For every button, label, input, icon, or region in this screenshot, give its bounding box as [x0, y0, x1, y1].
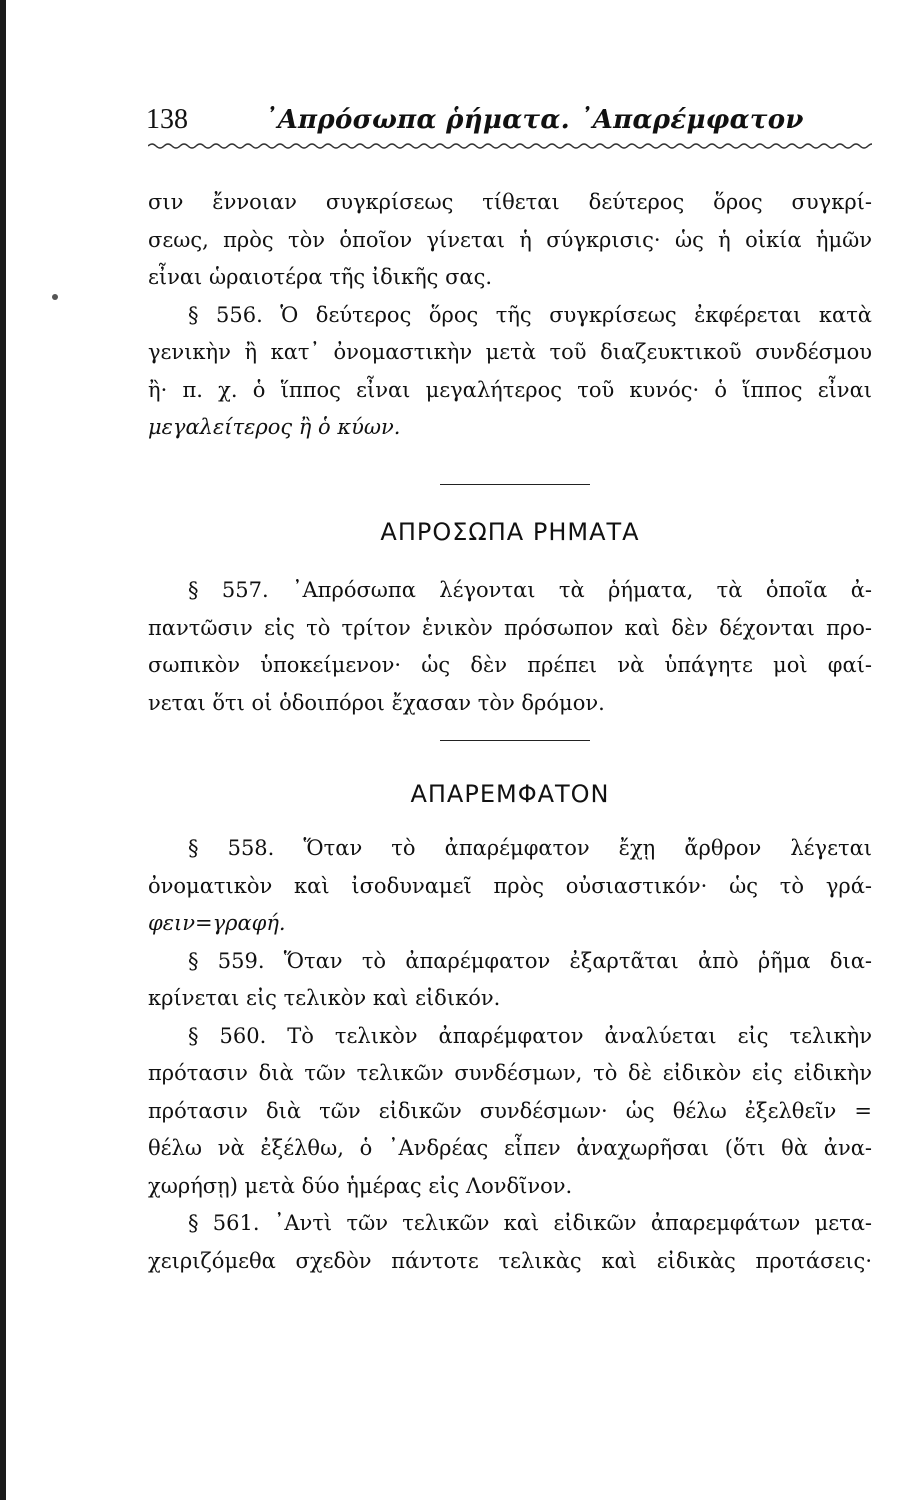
section-558-line: § 558. Ὅταν τὸ ἀπαρέμφατον ἔχῃ ἄρθρον λέγεται: [188, 836, 872, 860]
text-line: χειριζόμεθα σχεδὸν πάντοτε τελικὰς καὶ εἰδικὰς προτάσεις·: [148, 1248, 872, 1273]
section-561-line: § 561. ᾿Αντὶ τῶν τελικῶν καὶ εἰδικῶν ἀπαρεμφάτων μετα-: [188, 1211, 872, 1235]
text-line: θέλω νὰ ἐξέλθω, ὁ ᾿Ανδρέας εἶπεν ἀναχωρῆσαι (ὅτι θὰ ἀνα-: [148, 1136, 872, 1160]
text-line: παντῶσιν εἰς τὸ τρίτον ἑνικὸν πρόσωπον καὶ δὲν δέχονται προ-: [148, 615, 872, 640]
section-559-line: § 559. Ὅταν τὸ ἀπαρέμφατον ἐξαρτᾶται ἀπὸ ῥῆμα δια-: [188, 948, 872, 973]
text-line: πρότασιν διὰ τῶν τελικῶν συνδέσμων, τὸ δὲ εἰδικὸν εἰς εἰδικὴν: [148, 1061, 872, 1085]
section-divider: [440, 484, 590, 485]
section-557-line: § 557. ᾿Απρόσωπα λέγονται τὰ ῥήματα, τὰ ὁποῖα ἀ-: [188, 578, 872, 602]
page-number: 138: [146, 104, 188, 135]
section-divider: [440, 740, 590, 741]
section-556-line: § 556. Ὁ δεύτερος ὅρος τῆς συγκρίσεως ἐκφέρεται κατὰ: [188, 302, 872, 327]
text-line: μεγαλείτερος ἢ ὁ κύων.: [148, 415, 401, 439]
text-line: σωπικὸν ὑποκείμενον· ὡς δὲν πρέπει νὰ ὑπάγητε μοὶ φαί-: [148, 653, 872, 677]
paragraph-comparison: [148, 184, 872, 447]
text-line: εἶναι ὡραιοτέρα τῆς ἰδικῆς σας.: [148, 265, 493, 289]
paragraph-557: [148, 572, 872, 722]
section-560-line: § 560. Τὸ τελικὸν ἀπαρέμφατον ἀναλύεται εἰς τελικὴν: [188, 1023, 872, 1048]
text-line: σεως, πρὸς τὸν ὁποῖον γίνεται ἡ σύγκρισις· ὡς ἡ οἰκία ἡμῶν: [148, 227, 872, 252]
heading-infinitive: ΑΠΑΡΕΜΦΑΤΟΝ: [410, 780, 610, 808]
text-line: κρίνεται εἰς τελικὸν καὶ εἰδικόν.: [148, 986, 501, 1010]
text-line: σιν ἔννοιαν συγκρίσεως τίθεται δεύτερος ὅρος συγκρί-: [148, 190, 872, 214]
header-ornament-rule: [148, 141, 872, 151]
text-line: πρότασιν διὰ τῶν εἰδικῶν συνδέσμων· ὡς θέλω ἐξελθεῖν =: [148, 1098, 872, 1123]
text-line: φειν=γραφή.: [148, 911, 286, 935]
heading-impersonal-verbs: ΑΠΡΟΣΩΠΑ ΡΗΜΑΤΑ: [380, 518, 640, 546]
text-line: χωρήσῃ) μετὰ δύο ἡμέρας εἰς Λονδῖνον.: [148, 1173, 573, 1198]
scan-edge: [0, 0, 6, 1500]
paragraphs-558-561: [148, 830, 872, 1280]
text-line: ὀνοματικὸν καὶ ἰσοδυναμεῖ πρὸς οὐσιαστικόν· ὡς τὸ γρά-: [148, 873, 872, 898]
scan-speck: [52, 294, 58, 300]
running-title: ᾿Απρόσωπα ῥήματα. ᾿Απαρέμφατον: [264, 105, 804, 135]
text-line: ἢ· π. χ. ὁ ἵππος εἶναι μεγαλήτερος τοῦ κυνός· ὁ ἵππος εἶναι: [148, 377, 872, 402]
page-header: [146, 104, 876, 144]
text-line: γενικὴν ἢ κατ᾿ ὀνομαστικὴν μετὰ τοῦ διαζευκτικοῦ συνδέσμου: [148, 340, 872, 364]
text-line: νεται ὅτι οἱ ὁδοιπόροι ἔχασαν τὸν δρόμον.: [148, 690, 605, 715]
